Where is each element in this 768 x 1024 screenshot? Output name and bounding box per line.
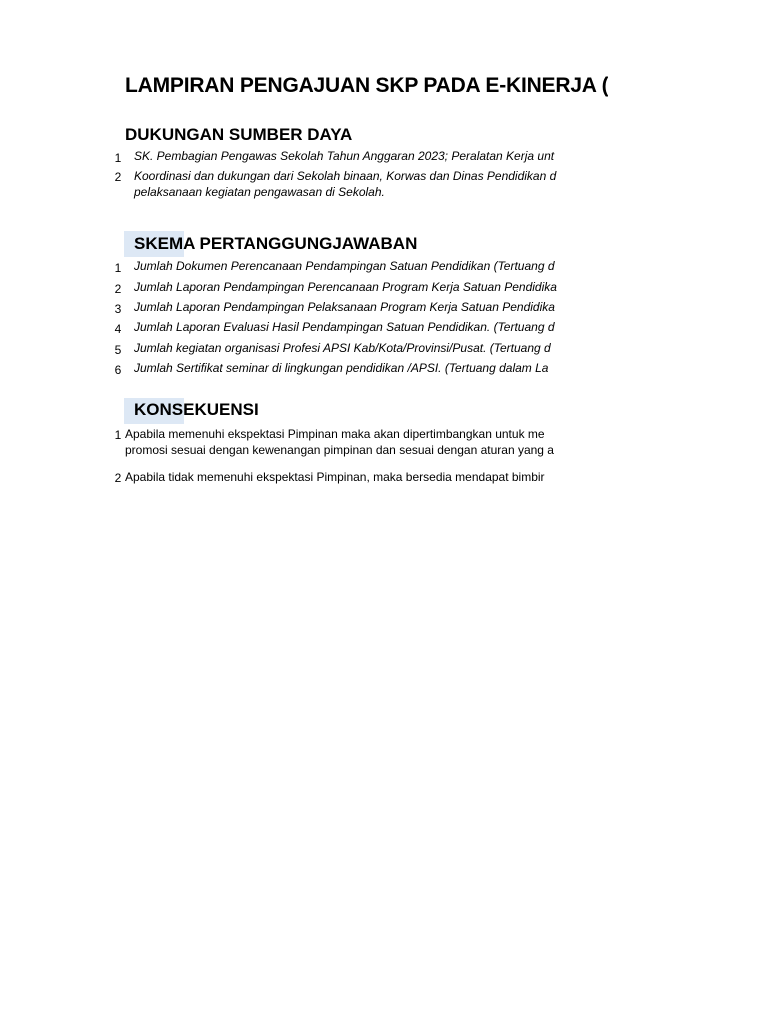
page-title: LAMPIRAN PENGAJUAN SKP PADA E-KINERJA ( <box>125 74 608 97</box>
list-number: 6 <box>114 363 122 377</box>
list-number: 2 <box>114 170 122 184</box>
list-item-continuation: promosi sesuai dengan kewenangan pimpinan dan sesuai dengan aturan yang a <box>125 443 554 457</box>
list-number: 3 <box>114 302 122 316</box>
section-heading-skema: SKEMA PERTANGGUNGJAWABAN <box>134 234 418 253</box>
list-number: 1 <box>114 151 122 165</box>
list-item: Jumlah Laporan Pendampingan Perencanaan Program Kerja Satuan Pendidika <box>134 280 557 294</box>
list-item: Apabila tidak memenuhi ekspektasi Pimpinan, maka bersedia mendapat bimbir <box>125 470 545 484</box>
list-number: 2 <box>114 282 122 296</box>
list-item: Jumlah Sertifikat seminar di lingkungan pendidikan /APSI. (Tertuang dalam La <box>134 361 549 375</box>
list-item: Jumlah Laporan Evaluasi Hasil Pendampingan Satuan Pendidikan. (Tertuang d <box>134 320 555 334</box>
section-heading-dukungan: DUKUNGAN SUMBER DAYA <box>125 125 353 144</box>
list-number: 1 <box>114 261 122 275</box>
list-item: Koordinasi dan dukungan dari Sekolah binaan, Korwas dan Dinas Pendidikan d <box>134 169 557 183</box>
list-item: Jumlah Dokumen Perencanaan Pendampingan Satuan Pendidikan (Tertuang d <box>134 259 555 273</box>
list-number: 2 <box>114 471 122 485</box>
list-item: Jumlah kegiatan organisasi Profesi APSI Kab/Kota/Provinsi/Pusat. (Tertuang d <box>134 341 551 355</box>
list-item: Jumlah Laporan Pendampingan Pelaksanaan Program Kerja Satuan Pendidika <box>134 300 555 314</box>
list-number: 1 <box>114 428 122 442</box>
list-item-continuation: pelaksanaan kegiatan pengawasan di Sekolah. <box>134 185 385 199</box>
section-heading-konsekuensi: KONSEKUENSI <box>134 400 259 419</box>
list-number: 4 <box>114 322 122 336</box>
list-item: SK. Pembagian Pengawas Sekolah Tahun Anggaran 2023; Peralatan Kerja unt <box>134 149 555 163</box>
list-item: Apabila memenuhi ekspektasi Pimpinan maka akan dipertimbangkan untuk me <box>125 427 545 441</box>
list-number: 5 <box>114 343 122 357</box>
